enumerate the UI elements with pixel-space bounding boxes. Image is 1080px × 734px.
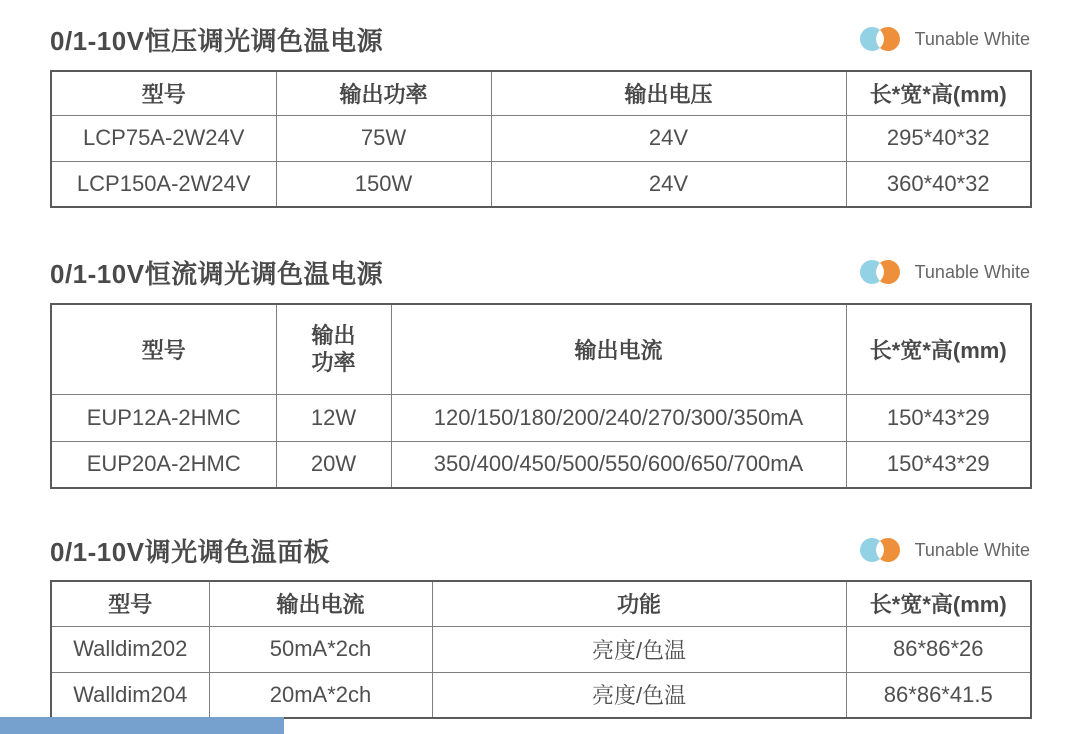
- brand-label: Tunable White: [914, 539, 1030, 560]
- spec-table-panel: [50, 580, 1032, 719]
- col-header-function: 功能: [432, 581, 846, 626]
- table-row: [51, 161, 1031, 207]
- col-header-model: 型号: [51, 71, 276, 115]
- cell-output-power: 12W: [276, 394, 391, 441]
- section-panel: [50, 533, 1030, 719]
- cell-dimensions: 150*43*29: [846, 394, 1031, 441]
- cell-model: EUP20A-2HMC: [51, 441, 276, 488]
- cell-output-current: 120/150/180/200/240/270/300/350mA: [391, 394, 846, 441]
- cell-model: LCP150A-2W24V: [51, 161, 276, 207]
- col-header-output-power: 输出功率: [276, 71, 491, 115]
- col-header-output-power: 输出功率: [276, 304, 391, 394]
- section-title: 0/1-10V调光调色温面板: [50, 536, 331, 567]
- section-title: 0/1-10V恒流调光调色温电源: [50, 258, 384, 289]
- cell-model: LCP75A-2W24V: [51, 115, 276, 161]
- section-constant-voltage: [50, 22, 1030, 208]
- col-header-dimensions: 长*宽*高(mm): [846, 304, 1031, 394]
- header-row: [51, 304, 1031, 394]
- tunable-white-logo: [857, 257, 1030, 287]
- cell-output-power: 150W: [276, 161, 491, 207]
- section-title: 0/1-10V恒压调光调色温电源: [50, 25, 384, 56]
- col-header-dimensions: 长*宽*高(mm): [846, 581, 1031, 626]
- col-header-output-current: 输出电流: [391, 304, 846, 394]
- tunable-white-icon: [857, 257, 903, 287]
- accent-bar: [0, 717, 284, 734]
- cell-output-current: 20mA*2ch: [209, 672, 432, 718]
- cell-dimensions: 360*40*32: [846, 161, 1031, 207]
- spec-table-constant-current: [50, 303, 1032, 489]
- cell-model: Walldim204: [51, 672, 209, 718]
- header-row: [51, 71, 1031, 115]
- col-header-output-voltage: 输出电压: [491, 71, 846, 115]
- tunable-white-icon: [857, 535, 903, 565]
- section-head: [50, 22, 1030, 56]
- table-row: [51, 672, 1031, 718]
- col-header-model: 型号: [51, 581, 209, 626]
- header-row: [51, 581, 1031, 626]
- section-constant-current: [50, 255, 1030, 489]
- cell-function: 亮度/色温: [432, 672, 846, 718]
- table-row: [51, 441, 1031, 488]
- section-head: [50, 533, 1030, 567]
- col-header-model: 型号: [51, 304, 276, 394]
- tunable-white-logo: [857, 24, 1030, 54]
- cell-output-voltage: 24V: [491, 161, 846, 207]
- brand-label: Tunable White: [914, 261, 1030, 282]
- cell-output-power: 20W: [276, 441, 391, 488]
- spec-table-constant-voltage: [50, 70, 1032, 208]
- cell-dimensions: 86*86*26: [846, 626, 1031, 672]
- cell-dimensions: 295*40*32: [846, 115, 1031, 161]
- cell-model: EUP12A-2HMC: [51, 394, 276, 441]
- brand-label: Tunable White: [914, 28, 1030, 49]
- col-header-output-current: 输出电流: [209, 581, 432, 626]
- cell-output-current: 350/400/450/500/550/600/650/700mA: [391, 441, 846, 488]
- table-row: [51, 115, 1031, 161]
- cell-output-voltage: 24V: [491, 115, 846, 161]
- tunable-white-icon: [857, 24, 903, 54]
- table-row: [51, 626, 1031, 672]
- cell-dimensions: 150*43*29: [846, 441, 1031, 488]
- cell-output-current: 50mA*2ch: [209, 626, 432, 672]
- section-head: [50, 255, 1030, 289]
- table-row: [51, 394, 1031, 441]
- cell-function: 亮度/色温: [432, 626, 846, 672]
- col-header-dimensions: 长*宽*高(mm): [846, 71, 1031, 115]
- cell-dimensions: 86*86*41.5: [846, 672, 1031, 718]
- cell-output-power: 75W: [276, 115, 491, 161]
- cell-model: Walldim202: [51, 626, 209, 672]
- tunable-white-logo: [857, 535, 1030, 565]
